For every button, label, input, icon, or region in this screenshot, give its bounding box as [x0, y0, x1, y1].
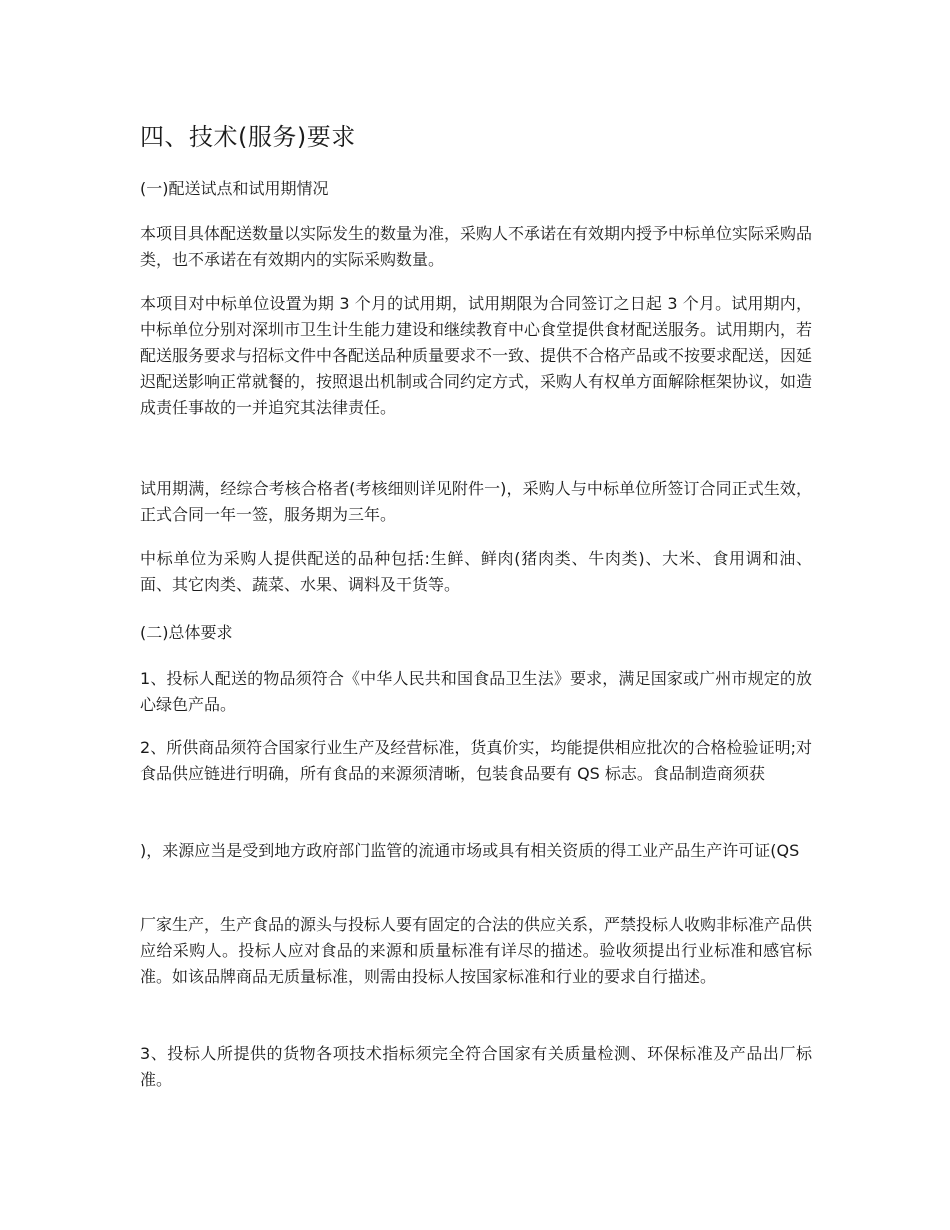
paragraph-contract: 试用期满，经综合考核合格者(考核细则详见附件一)，采购人与中标单位所签订合同正式生效，正式合同一年一签，服务期为三年。 [140, 479, 812, 524]
paragraph-manufacturer: 厂家生产，生产食品的源头与投标人要有固定的合法的供应关系，严禁投标人收购非标准产品供应给采购人。投标人应对食品的来源和质量标准有详尽的描述。验收须提出行业标准和感官标准。如该品牌商品无质量标准，则需由投标人按国家标准和行业的要求自行描述。 [140, 915, 813, 986]
paragraph-source: )，来源应当是受到地方政府部门监管的流通市场或具有相关资质的得工业产品生产许可证(QS [140, 841, 800, 860]
paragraph-item-2: 2、所供商品须符合国家行业生产及经营标准，货真价实，均能提供相应批次的合格检验证明;对食品供应链进行明确，所有食品的来源须清晰，包装食品要有 QS 标志。食品制造商须获 [140, 738, 812, 783]
paragraph-item-3: 3、投标人所提供的货物各项技术指标须完全符合国家有关质量检测、环保标准及产品出厂标准。 [140, 1044, 812, 1089]
paragraph-item-1: 1、投标人配送的物品须符合《中华人民共和国食品卫生法》要求，满足国家或广州市规定的放心绿色产品。 [140, 669, 812, 714]
paragraph-varieties: 中标单位为采购人提供配送的品种包括:生鲜、鲜肉(猪肉类、牛肉类)、大米、食用调和油、面、其它肉类、蔬菜、水果、调料及干货等。 [140, 549, 812, 594]
paragraph-quantity: 本项目具体配送数量以实际发生的数量为准，采购人不承诺在有效期内授予中标单位实际采购品类，也不承诺在有效期内的实际采购数量。 [140, 224, 813, 269]
subsection-heading-general: (二)总体要求 [140, 623, 233, 642]
section-title: 四、技术(服务)要求 [140, 123, 356, 151]
subsection-heading-trial: (一)配送试点和试用期情况 [140, 179, 329, 198]
paragraph-trial-period: 本项目对中标单位设置为期 3 个月的试用期，试用期限为合同签订之日起 3 个月。试用期内，中标单位分别对深圳市卫生计生能力建设和继续教育中心食堂提供食材配送服务。试用期内，若配送服务要求与招标文件中各配送品种质量要求不一致、提供不合格产品或不按要求配送，因延迟配送影响正常就餐的，按照退出机制或合同约定方式，采购人有权单方面解除框架协议，如造成责任事故的一并追究其法律责任。 [140, 294, 813, 417]
